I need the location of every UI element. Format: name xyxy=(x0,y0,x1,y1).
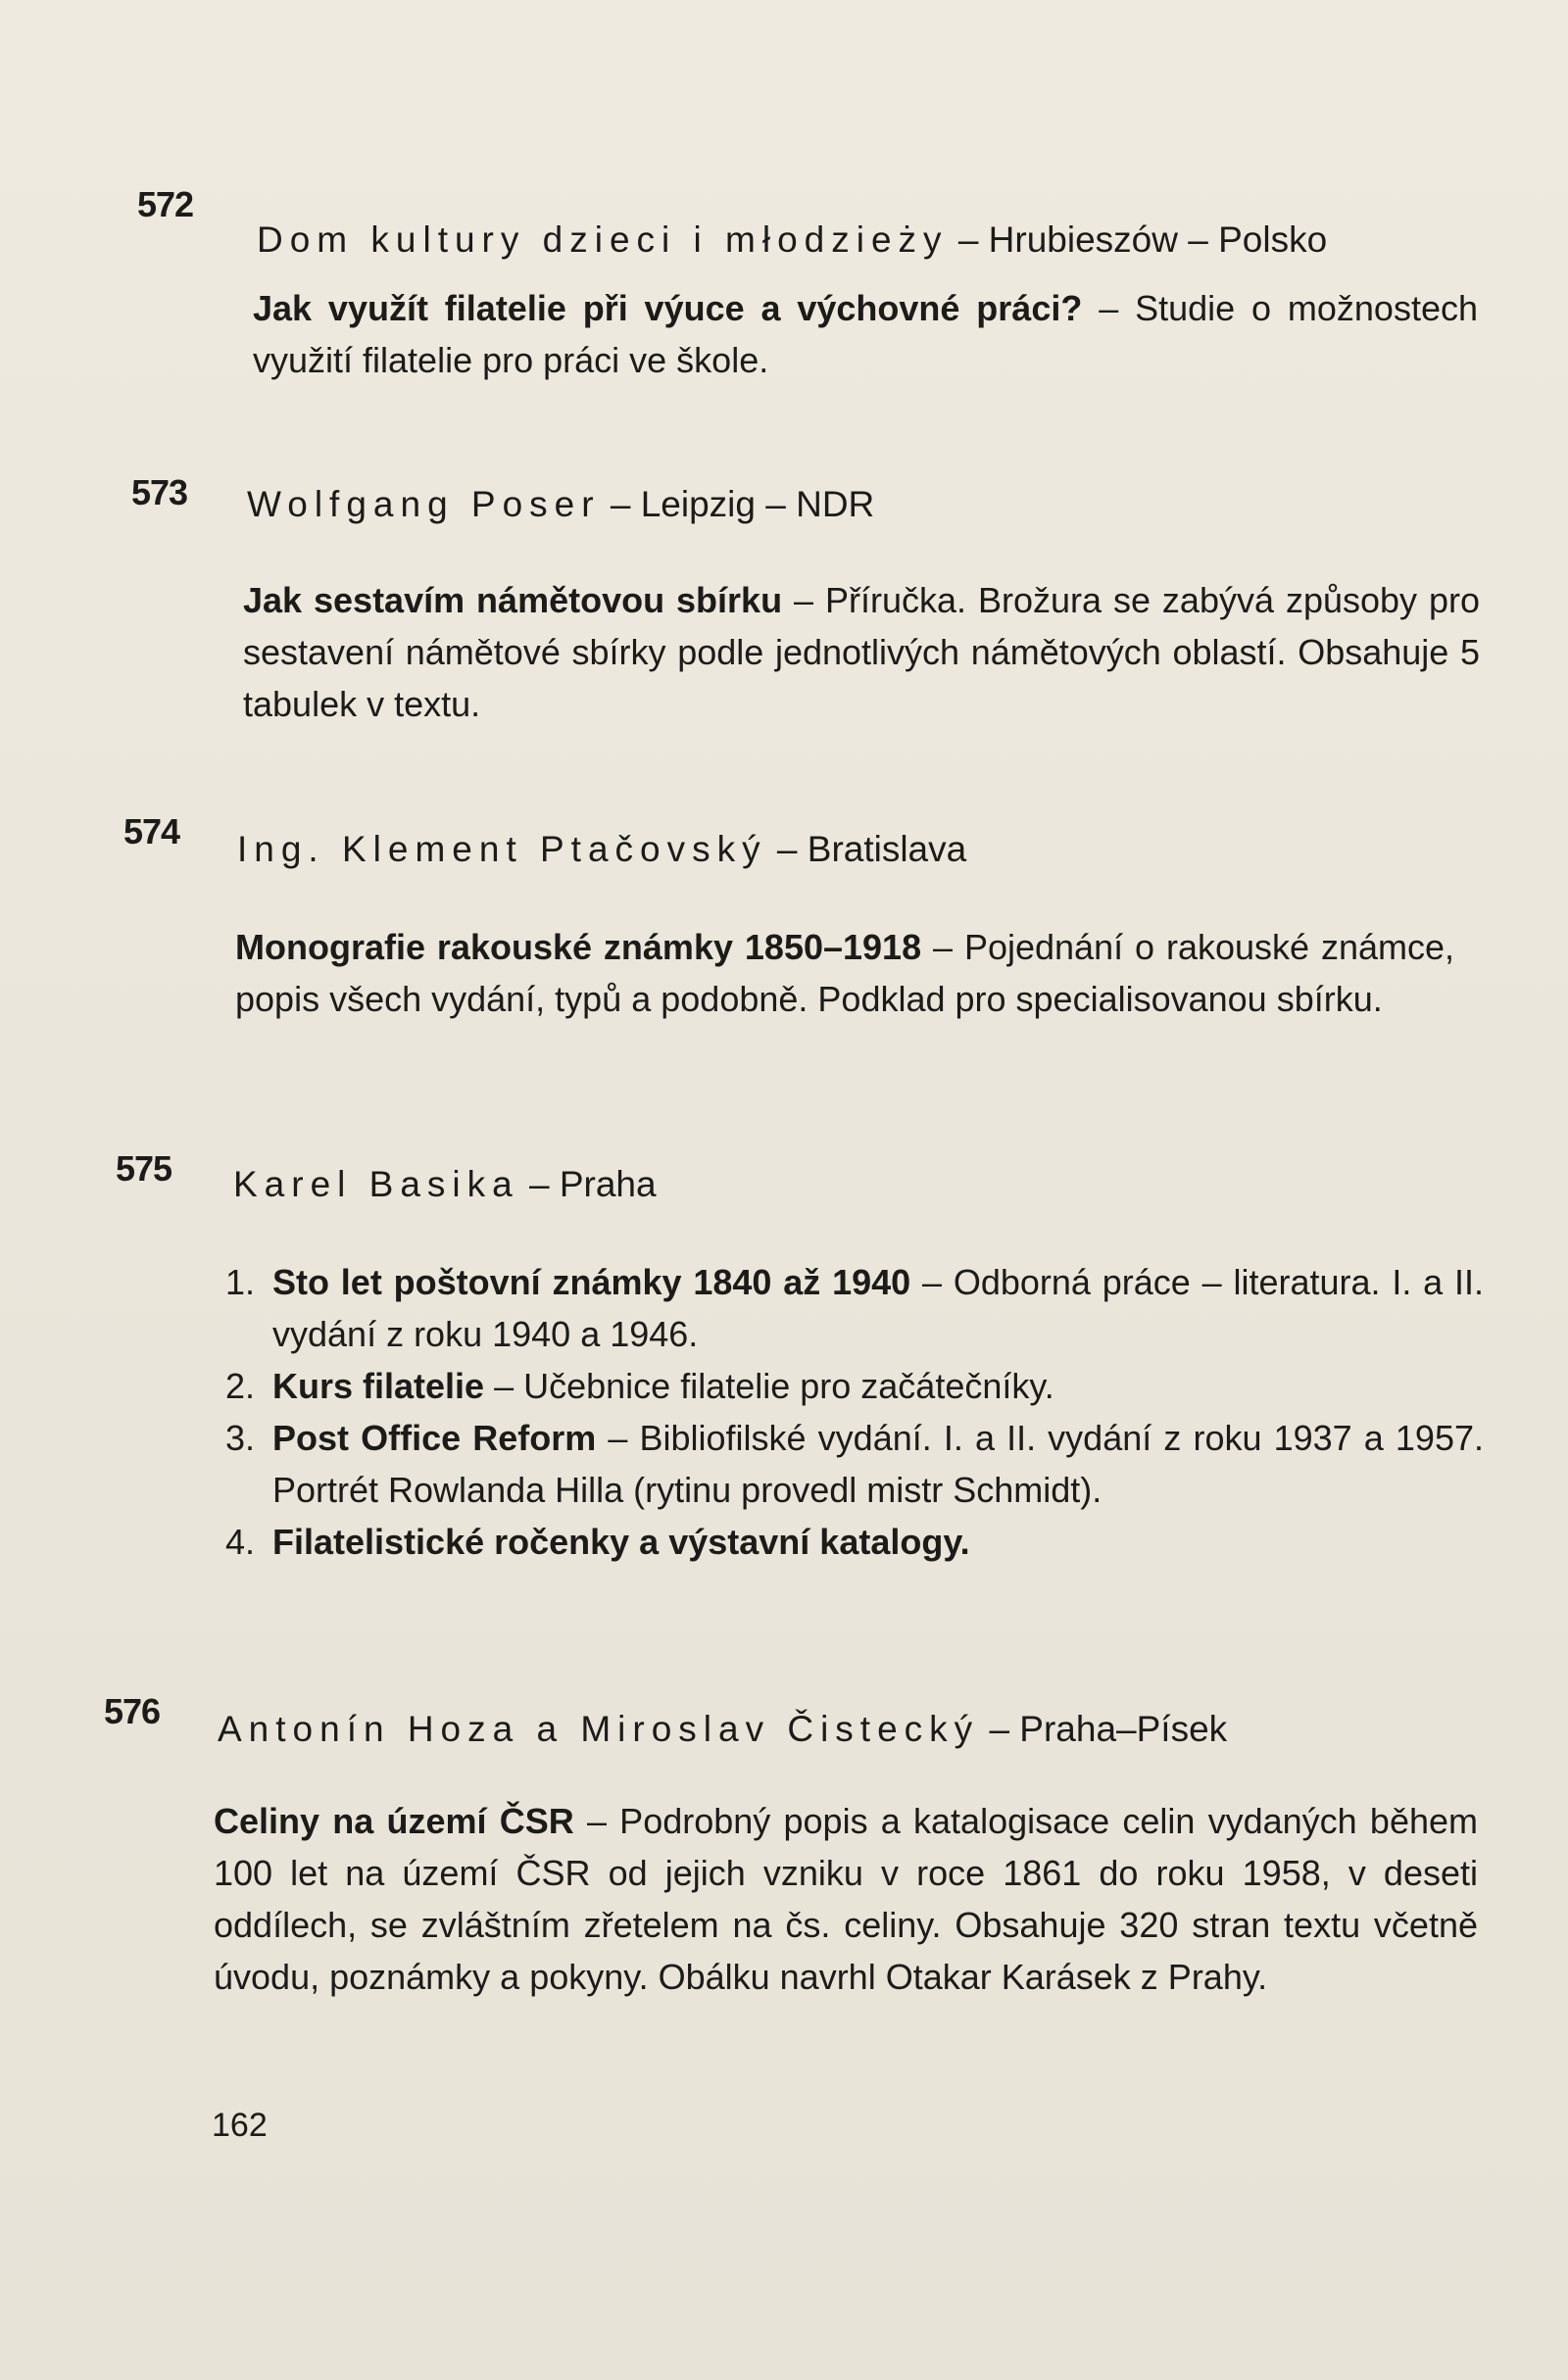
entry-description xyxy=(243,574,1480,730)
list-item-number: 2. xyxy=(225,1366,256,1406)
entry-author-line xyxy=(257,219,1327,261)
entry-title: Jak sestavím námětovou sbírku xyxy=(243,580,783,620)
works-list xyxy=(225,1256,1484,1568)
entry-author: Antonín Hoza a Miroslav Čistecký xyxy=(218,1709,980,1749)
entry-author: Wolfgang Poser xyxy=(247,484,601,524)
entry-author-line xyxy=(247,484,874,525)
work-title: Kurs filatelie xyxy=(272,1366,485,1406)
work-text: – Odborná práce – literatura. I. a II. vydání z roku 1940 a 1946. xyxy=(272,1262,1485,1354)
entry-author-line xyxy=(233,1164,657,1205)
entry-number: 576 xyxy=(104,1691,161,1731)
entry-author: Ing. Klement Ptačovský xyxy=(237,829,767,869)
work-title: Sto let poštovní známky 1840 až 1940 xyxy=(272,1262,911,1302)
entry-title: Monografie rakouské známky 1850–1918 xyxy=(235,927,922,967)
entry-author: Dom kultury dzieci i młodzieży xyxy=(257,219,949,260)
entry-place: – Hrubieszów – Polsko xyxy=(957,219,1328,260)
entry-author-line xyxy=(237,829,966,870)
work-title: Post Office Reform xyxy=(272,1418,597,1458)
entry-number: 573 xyxy=(131,472,188,512)
entry-author-line xyxy=(218,1709,1227,1750)
list-item xyxy=(225,1412,1484,1516)
entry-place: – Leipzig – NDR xyxy=(610,484,875,524)
entry-place: – Praha xyxy=(529,1164,657,1204)
work-text: – Učebnice filatelie pro začátečníky. xyxy=(484,1366,1054,1406)
entry-text: – Příručka. Brožura se zabývá způsoby pro sestavení námětové sbírky podle jednotlivých námětových oblastí. Obsahuje 5 tabulek v textu. xyxy=(243,580,1480,724)
list-item-number: 1. xyxy=(225,1262,256,1302)
entry-title: Jak využít filatelie při výuce a výchovné práci? xyxy=(253,288,1083,328)
entry-number: 572 xyxy=(137,184,194,224)
entry-place: – Praha–Písek xyxy=(989,1709,1228,1749)
work-text: – Bibliofilské vydání. I. a II. vydání z roku 1937 a 1957. Portrét Rowlanda Hilla (rytinu provedl mistr Schmidt). xyxy=(272,1418,1484,1510)
list-item xyxy=(225,1516,1484,1568)
work-title: Filatelistické ročenky a výstavní katalogy. xyxy=(272,1522,970,1562)
entry-text: – Podrobný popis a katalogisace celin vydaných během 100 let na území ČSR od jejich vzniku v roce 1861 do roku 1958, v deseti oddílech, se zvláštním zřetelem na čs. celiny. Obsahuje 320 stran textu včetně úvodu, poznámky a pokyny. Obálku navrhl Otakar Karásek z Prahy. xyxy=(214,1801,1478,1997)
list-item xyxy=(225,1256,1484,1360)
list-item xyxy=(225,1360,1484,1412)
entry-place: – Bratislava xyxy=(776,829,967,869)
entry-description xyxy=(214,1795,1478,2003)
entry-text: – Studie o možnostech využití filatelie pro práci ve škole. xyxy=(253,288,1478,380)
entry-text: – Pojednání o rakouské známce, popis všech vydání, typů a podobně. Podklad pro specialisovanou sbírku. xyxy=(235,927,1455,1019)
entry-description xyxy=(235,921,1454,1025)
list-item-number: 3. xyxy=(225,1418,256,1458)
page-number: 162 xyxy=(212,2107,268,2144)
entry-number: 574 xyxy=(123,811,180,851)
list-item-number: 4. xyxy=(225,1522,256,1562)
entry-number: 575 xyxy=(116,1148,172,1189)
entry-description xyxy=(253,282,1478,386)
entry-title: Celiny na území ČSR xyxy=(214,1801,574,1841)
entry-author: Karel Basika xyxy=(233,1164,519,1204)
